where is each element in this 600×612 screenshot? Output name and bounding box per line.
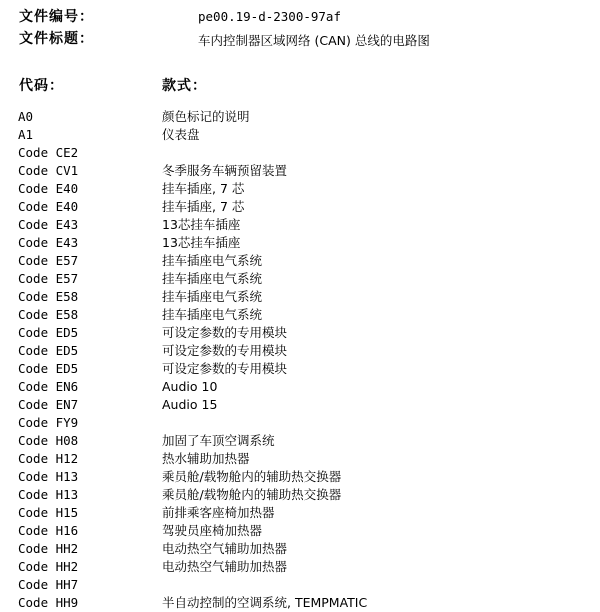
- code-list: [0, 108, 600, 612]
- list-item: [0, 306, 600, 324]
- list-item: [0, 288, 600, 306]
- variant-description: 挂车插座电气系统: [162, 253, 263, 268]
- list-item: [0, 324, 600, 342]
- code-value: Code H08: [18, 433, 79, 448]
- variant-description: 可设定参数的专用模块: [162, 325, 288, 340]
- code-value: Code E58: [18, 307, 79, 322]
- list-item: [0, 216, 600, 234]
- code-value: Code ED5: [18, 361, 79, 376]
- list-item: [0, 522, 600, 540]
- variant-description: 加固了车顶空调系统: [162, 433, 275, 448]
- list-item: [0, 504, 600, 522]
- list-item: [0, 252, 600, 270]
- variant-description: Audio 10: [162, 379, 218, 394]
- variant-description: 电动热空气辅助加热器: [162, 559, 288, 574]
- variant-column-header: 款式：: [162, 78, 207, 94]
- doc-title-label: 文件标题：: [19, 31, 94, 47]
- doc-number-value: pe00.19-d-2300-97af: [198, 9, 341, 24]
- list-item: [0, 540, 600, 558]
- doc-title-value: 车内控制器区域网络 (CAN) 总线的电路图: [198, 33, 430, 48]
- list-item: [0, 180, 600, 198]
- code-value: Code HH7: [18, 577, 79, 592]
- variant-description: 13芯挂车插座: [162, 235, 241, 250]
- variant-description: 冬季服务车辆预留装置: [162, 163, 288, 178]
- code-value: Code E40: [18, 181, 79, 196]
- variant-description: 挂车插座电气系统: [162, 307, 263, 322]
- variant-description: 可设定参数的专用模块: [162, 343, 288, 358]
- variant-description: 乘员舱/载物舱内的辅助热交换器: [162, 487, 342, 502]
- list-item: [0, 558, 600, 576]
- code-value: Code HH2: [18, 541, 79, 556]
- list-item: [0, 198, 600, 216]
- variant-description: 挂车插座, 7 芯: [162, 181, 245, 196]
- code-value: Code EN6: [18, 379, 79, 394]
- code-value: Code E40: [18, 199, 79, 214]
- code-value: Code E43: [18, 217, 79, 232]
- code-value: Code H12: [18, 451, 79, 466]
- code-value: Code EN7: [18, 397, 79, 412]
- list-item: [0, 342, 600, 360]
- doc-number-label: 文件编号：: [19, 9, 94, 25]
- list-item: [0, 126, 600, 144]
- list-item: [0, 234, 600, 252]
- list-item: [0, 108, 600, 126]
- code-value: Code HH2: [18, 559, 79, 574]
- code-value: Code E57: [18, 271, 79, 286]
- code-value: Code ED5: [18, 325, 79, 340]
- list-item: [0, 162, 600, 180]
- variant-description: 仪表盘: [162, 127, 200, 142]
- list-item: [0, 450, 600, 468]
- variant-description: 乘员舱/载物舱内的辅助热交换器: [162, 469, 342, 484]
- list-item: [0, 414, 600, 432]
- list-item: [0, 576, 600, 594]
- code-value: Code E57: [18, 253, 79, 268]
- code-value: Code H13: [18, 469, 79, 484]
- code-value: Code FY9: [18, 415, 79, 430]
- variant-description: 可设定参数的专用模块: [162, 361, 288, 376]
- list-item: [0, 144, 600, 162]
- list-item: [0, 594, 600, 612]
- variant-description: 颜色标记的说明: [162, 109, 250, 124]
- variant-description: 热水辅助加热器: [162, 451, 250, 466]
- variant-description: 驾驶员座椅加热器: [162, 523, 263, 538]
- code-value: A1: [18, 127, 34, 142]
- code-value: Code E43: [18, 235, 79, 250]
- variant-description: 前排乘客座椅加热器: [162, 505, 275, 520]
- list-item: [0, 378, 600, 396]
- variant-description: Audio 15: [162, 397, 218, 412]
- code-column-header: 代码：: [19, 78, 64, 94]
- code-value: A0: [18, 109, 34, 124]
- code-value: Code CE2: [18, 145, 79, 160]
- variant-description: 挂车插座, 7 芯: [162, 199, 245, 214]
- code-value: Code H16: [18, 523, 79, 538]
- code-value: Code HH9: [18, 595, 79, 610]
- variant-description: 电动热空气辅助加热器: [162, 541, 288, 556]
- list-item: [0, 432, 600, 450]
- variant-description: 13芯挂车插座: [162, 217, 241, 232]
- list-item: [0, 468, 600, 486]
- list-item: [0, 360, 600, 378]
- list-item: [0, 396, 600, 414]
- variant-description: 挂车插座电气系统: [162, 289, 263, 304]
- variant-description: 挂车插座电气系统: [162, 271, 263, 286]
- code-value: Code E58: [18, 289, 79, 304]
- code-value: Code H15: [18, 505, 79, 520]
- code-value: Code ED5: [18, 343, 79, 358]
- code-value: Code H13: [18, 487, 79, 502]
- list-item: [0, 270, 600, 288]
- variant-description: 半自动控制的空调系统, TEMPMATIC: [162, 595, 368, 610]
- code-value: Code CV1: [18, 163, 79, 178]
- list-item: [0, 486, 600, 504]
